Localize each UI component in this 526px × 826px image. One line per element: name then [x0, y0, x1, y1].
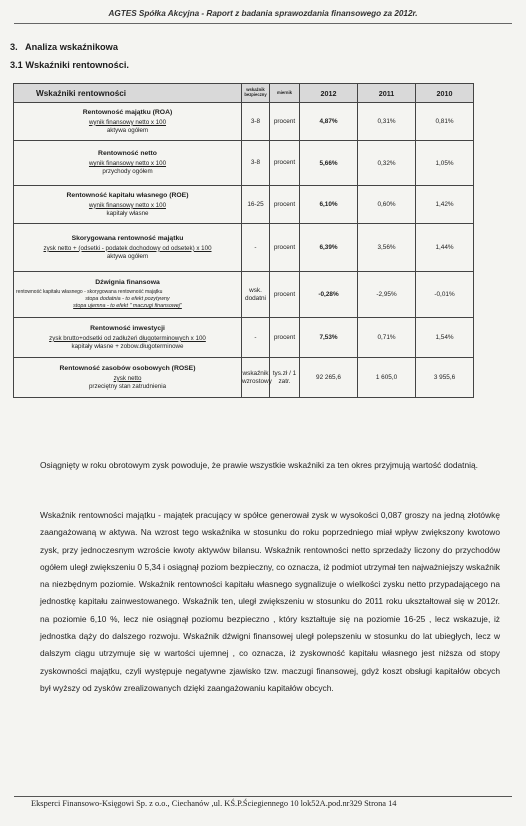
profitability-table — [13, 83, 474, 398]
indicator-cell — [14, 358, 242, 398]
value-2012: 6,39% — [300, 224, 358, 272]
safe-value-cell: 3-8 — [242, 103, 270, 141]
indicator-cell — [14, 272, 242, 318]
safe-value-cell: - — [242, 318, 270, 358]
value-2010: 3 955,6 — [416, 358, 474, 398]
value-2012: 4,87% — [300, 103, 358, 141]
formula-denominator: przychody ogółem — [102, 168, 153, 175]
value-2010: 1,05% — [416, 141, 474, 186]
unit-cell: procent — [270, 103, 300, 141]
value-2011: 0,32% — [358, 141, 416, 186]
table-row-net-profitability — [14, 141, 474, 186]
safe-value-cell: wskaźnik wzrostowy — [242, 358, 270, 398]
value-2010: 1,42% — [416, 186, 474, 224]
subsection-heading — [10, 60, 129, 70]
formula-numerator: wynik finansowy netto x 100 — [88, 201, 167, 209]
unit-cell: procent — [270, 224, 300, 272]
indicator-title: Rentowność inwestycji — [90, 324, 165, 332]
formula-denominator: przeciętny stan zatrudnienia — [88, 382, 167, 390]
header-2011: 2011 — [358, 84, 416, 103]
header-2010: 2010 — [416, 84, 474, 103]
paragraph-summary: Osiągnięty w roku obrotowym zysk powoduje, że prawie wszystkie wskaźniki za ten okres przyjmują wartość dodatnią. — [40, 460, 479, 470]
page-header: AGTES Spółka Akcyjna - Raport z badania sprawozdania finansowego za 2012r. — [108, 9, 418, 18]
value-2012: 5,66% — [300, 141, 358, 186]
indicator-cell — [14, 103, 242, 141]
indicator-title: Dźwignia finansowa — [95, 279, 160, 287]
unit-cell: procent — [270, 318, 300, 358]
indicator-cell — [14, 141, 242, 186]
formula-numerator: zysk netto + (odsetki - podatek dochodowy od odsetek) x 100 — [43, 244, 212, 252]
unit-cell: procent — [270, 141, 300, 186]
safe-value-cell: 16-25 — [242, 186, 270, 224]
indicator-cell — [14, 224, 242, 272]
header-indicator: Wskaźniki rentowności — [14, 84, 242, 103]
section-heading — [10, 42, 118, 52]
indicator-formula — [14, 119, 241, 135]
value-2011: 3,56% — [358, 224, 416, 272]
header-2012: 2012 — [300, 84, 358, 103]
value-2012: 92 265,6 — [300, 358, 358, 398]
value-2011: -2,95% — [358, 272, 416, 318]
value-2010: 0,81% — [416, 103, 474, 141]
value-2010: -0,01% — [416, 272, 474, 318]
subsection-title: Wskaźniki rentowności. — [25, 60, 129, 70]
value-2012: 7,53% — [300, 318, 358, 358]
value-2012: 6,10% — [300, 186, 358, 224]
table-row-roa — [14, 103, 474, 141]
table-row-adjusted-roa — [14, 224, 474, 272]
section-number: 3. — [10, 42, 18, 52]
indicator-formula — [14, 375, 241, 391]
footer-divider — [14, 796, 512, 797]
formula-denominator: kapitały własne + zobow.długoterminowe — [71, 342, 184, 350]
value-2010: 1,54% — [416, 318, 474, 358]
indicator-title: Rentowność majątku (ROA) — [82, 108, 173, 116]
value-2011: 0,71% — [358, 318, 416, 358]
value-2011: 0,31% — [358, 103, 416, 141]
subsection-number: 3.1 — [10, 60, 23, 70]
indicator-title: Rentowność zasobów osobowych (ROSE) — [59, 364, 196, 372]
formula-denominator: aktywa ogółem — [106, 252, 149, 260]
table-row-financial-leverage — [14, 272, 474, 318]
safe-value-cell: 3-8 — [242, 141, 270, 186]
value-2011: 0,60% — [358, 186, 416, 224]
indicator-cell — [14, 318, 242, 358]
table-row-rose — [14, 358, 474, 398]
table-row-investment-return — [14, 318, 474, 358]
indicator-formula — [14, 202, 241, 218]
indicator-formula — [14, 335, 241, 351]
header-divider — [14, 23, 512, 24]
indicator-title: Rentowność netto — [98, 150, 157, 158]
formula-numerator: zysk netto — [113, 374, 142, 382]
safe-value-cell: wsk. dodatni — [242, 272, 270, 318]
leverage-notes — [14, 296, 241, 310]
formula-numerator: wynik finansowy netto x 100 — [88, 160, 167, 168]
value-2010: 1,44% — [416, 224, 474, 272]
table-row-roe — [14, 186, 474, 224]
formula-denominator: aktywa ogółem — [106, 126, 149, 134]
formula-denominator: kapitały własne — [106, 209, 149, 217]
header-unit: miernik — [270, 84, 300, 103]
leverage-formula: rentowność kapitału własnego - skorygowana rentowność majątku — [16, 289, 163, 296]
table-header-row — [14, 84, 474, 103]
indicator-title: Skorygowana rentowność majątku — [71, 234, 184, 242]
indicator-cell — [14, 186, 242, 224]
formula-numerator: zysk brutto+odsetki od zadłużeń długoterminowych x 100 — [49, 334, 206, 342]
safe-value-cell: - — [242, 224, 270, 272]
header-safe-value: wskaźnik bezpieczny — [242, 84, 270, 103]
section-title: Analiza wskaźnikowa — [25, 42, 118, 52]
unit-cell: procent — [270, 186, 300, 224]
indicator-title: Rentowność kapitału własnego (ROE) — [66, 191, 189, 199]
page-footer: Eksperci Finansowo-Księgowi Sp. z o.o., Ciechanów ,ul. KŚ.P.Ściegiennego 10 lok52A.pod.nr329 Strona 14 — [31, 799, 397, 808]
unit-cell: procent — [270, 272, 300, 318]
indicator-formula — [14, 245, 241, 261]
formula-numerator: wynik finansowy netto x 100 — [88, 118, 167, 126]
value-2011: 1 605,0 — [358, 358, 416, 398]
value-2012: -0,28% — [300, 272, 358, 318]
leverage-note-positive: stopa dodatnia - to efekt pozytywny — [85, 296, 170, 303]
leverage-note-negative: stopa ujemna - to efekt " maczugi finansowej" — [73, 303, 182, 309]
unit-cell: tys.zł / 1 zatr. — [270, 358, 300, 398]
paragraph-analysis: Wskaźnik rentowności majątku - majątek pracujący w spółce generował zysk w wysokości 0,087 groszy na jedną złotówkę zaangażowaną w aktywa. Na wzrost tego wskaźnika w stosunku do roku poprzedniego miał wpływ zwiększony kwotowo zysk, przy jednoczesnym wzroście kwoty aktywów bilansu. Wskaźnik rentowności netto sprzedaży liczony do przychodów ogółem uległ zwiększeniu 0 5,34 i osiągnął poziom bezpieczny, co oznacza, iż podmiot utrzymał ten najważniejszy wskaźnik na niezbędnym poziomie. Wskaźnik rentowności kapitału własnego sygnalizuje o wielkości zysku netto przypadającego na jednostkę kapitału zainwestowanego. Wskaźnik ten, uległ zwiększeniu w stosunku do 2011 roku ukształtował się w 2012r. na poziomie 6,10 %, lecz nie osiągnął poziomu bezpieczno , który kształtuje się na poziomie 16-25 , lecz wskazuje, iż jednostka dąży do dalszego rozwoju. Wskaźnik dźwigni finansowej uległ polepszeniu w stosunku do lat ubiegłych, lecz w dalszym ciągu utrzymuje się w wartości ujemnej , co oznacza, iż zyskowność kapitału własnego jest niższa od stopy zyskowności majątku, czyli występuje negatywne zjawisko tzw. maczugi finansowej, gdyż koszt obsługi kapitałów obcych był wyższy od zysków zrealizowanych dzięki zaangażowaniu kapitałów obcych. — [40, 510, 500, 693]
indicator-formula — [14, 160, 241, 176]
